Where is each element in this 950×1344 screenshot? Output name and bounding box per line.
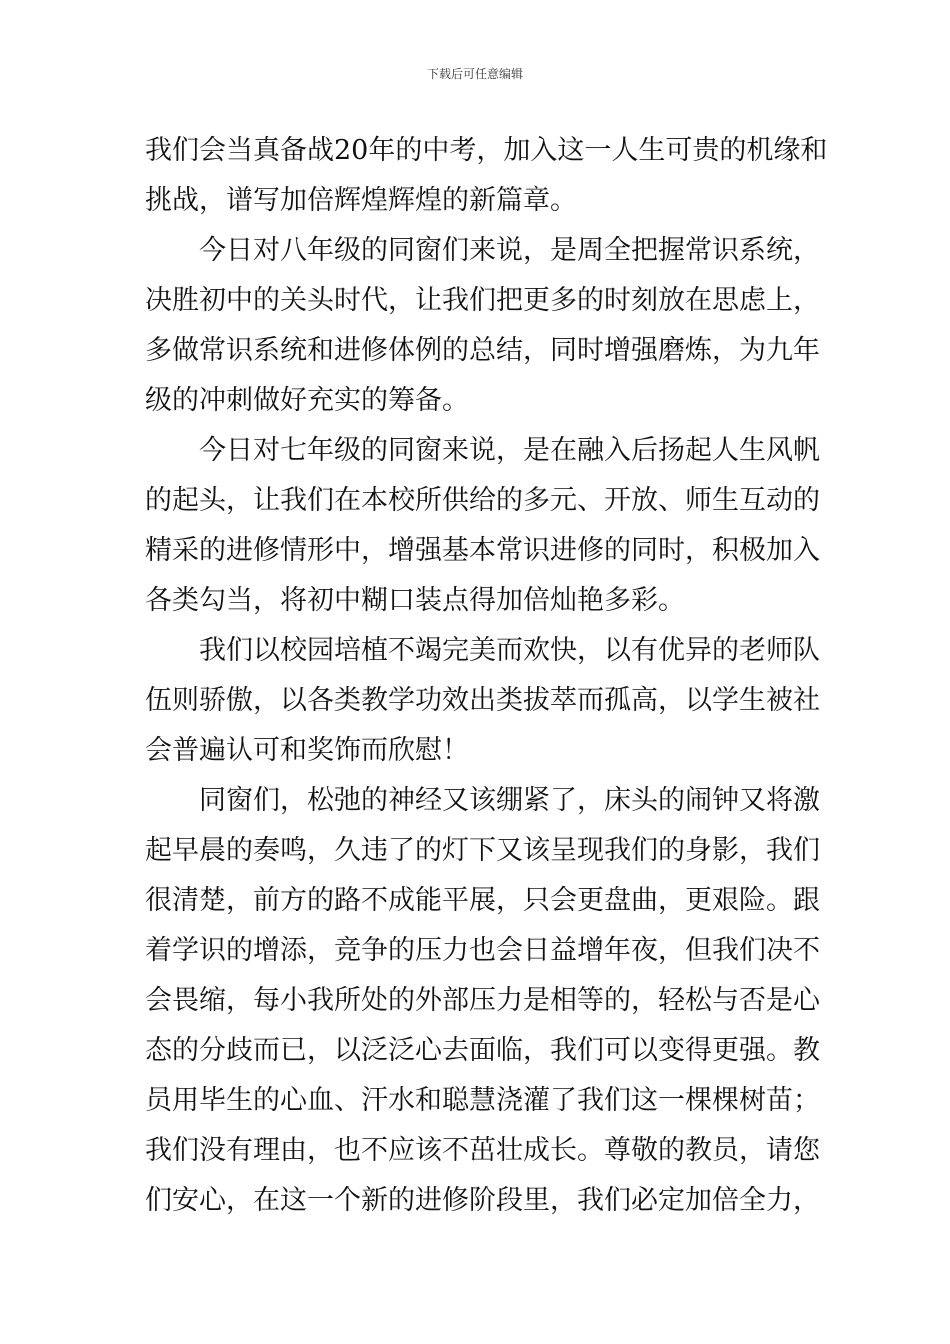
text-line: 同窗们，松弛的神经又该绷紧了，床头的闹钟又将激 [199,785,820,816]
paragraph-4 [145,626,820,776]
text-line: 着学识的增添，竞争的压力也会日益增年夜，但我们决不 [145,935,820,966]
page-header: 下载后可任意编辑 [426,67,523,81]
paragraph-1 [145,126,828,226]
text-line: 各类勾当，将初中糊口装点得加倍灿艳多彩。 [145,585,685,616]
text-line: 会普遍认可和奖饰而欣慰！ [145,735,469,766]
paragraph-3 [145,426,820,626]
text-line: 们安心，在这一个新的进修阶段里，我们必定加倍全力， [145,1185,820,1216]
text-line: 很清楚，前方的路不成能平展，只会更盘曲，更艰险。跟 [145,885,820,916]
text-line: 会畏缩，每小我所处的外部压力是相等的，轻松与否是心 [145,985,820,1016]
text-line: 精采的进修情形中，增强基本常识进修的同时，积极加入 [145,535,820,566]
text-line: 我们没有理由，也不应该不茁壮成长。尊敬的教员，请您 [145,1135,820,1166]
text-line: 我们会当真备战20年的中考，加入这一人生可贵的机缘和 [145,135,828,166]
text-line: 今日对八年级的同窗们来说，是周全把握常识系统， [199,235,820,266]
text-line: 态的分歧而已，以泛泛心去面临，我们可以变得更强。教 [145,1035,820,1066]
text-line: 伍则骄傲，以各类教学功效出类拔萃而孤高，以学生被社 [145,685,820,716]
paragraph-5 [145,776,820,1226]
paragraph-2 [145,226,820,426]
document-body [145,126,828,1226]
text-line: 员用毕生的心血、汗水和聪慧浇灌了我们这一棵棵树苗； [145,1085,820,1116]
text-line: 起早晨的奏鸣，久违了的灯下又该呈现我们的身影，我们 [145,835,820,866]
text-line: 级的冲刺做好充实的筹备。 [145,385,469,416]
text-line: 决胜初中的关头时代，让我们把更多的时刻放在思虑上， [145,285,820,316]
text-line: 我们以校园培植不竭完美而欢快，以有优异的老师队 [199,635,820,666]
text-line: 的起头，让我们在本校所供给的多元、开放、师生互动的 [145,485,820,516]
text-line: 挑战，谱写加倍辉煌辉煌的新篇章。 [145,185,577,216]
text-line: 多做常识系统和进修体例的总结，同时增强磨炼，为九年 [145,335,820,366]
text-line: 今日对七年级的同窗来说，是在融入后扬起人生风帆 [199,435,820,466]
